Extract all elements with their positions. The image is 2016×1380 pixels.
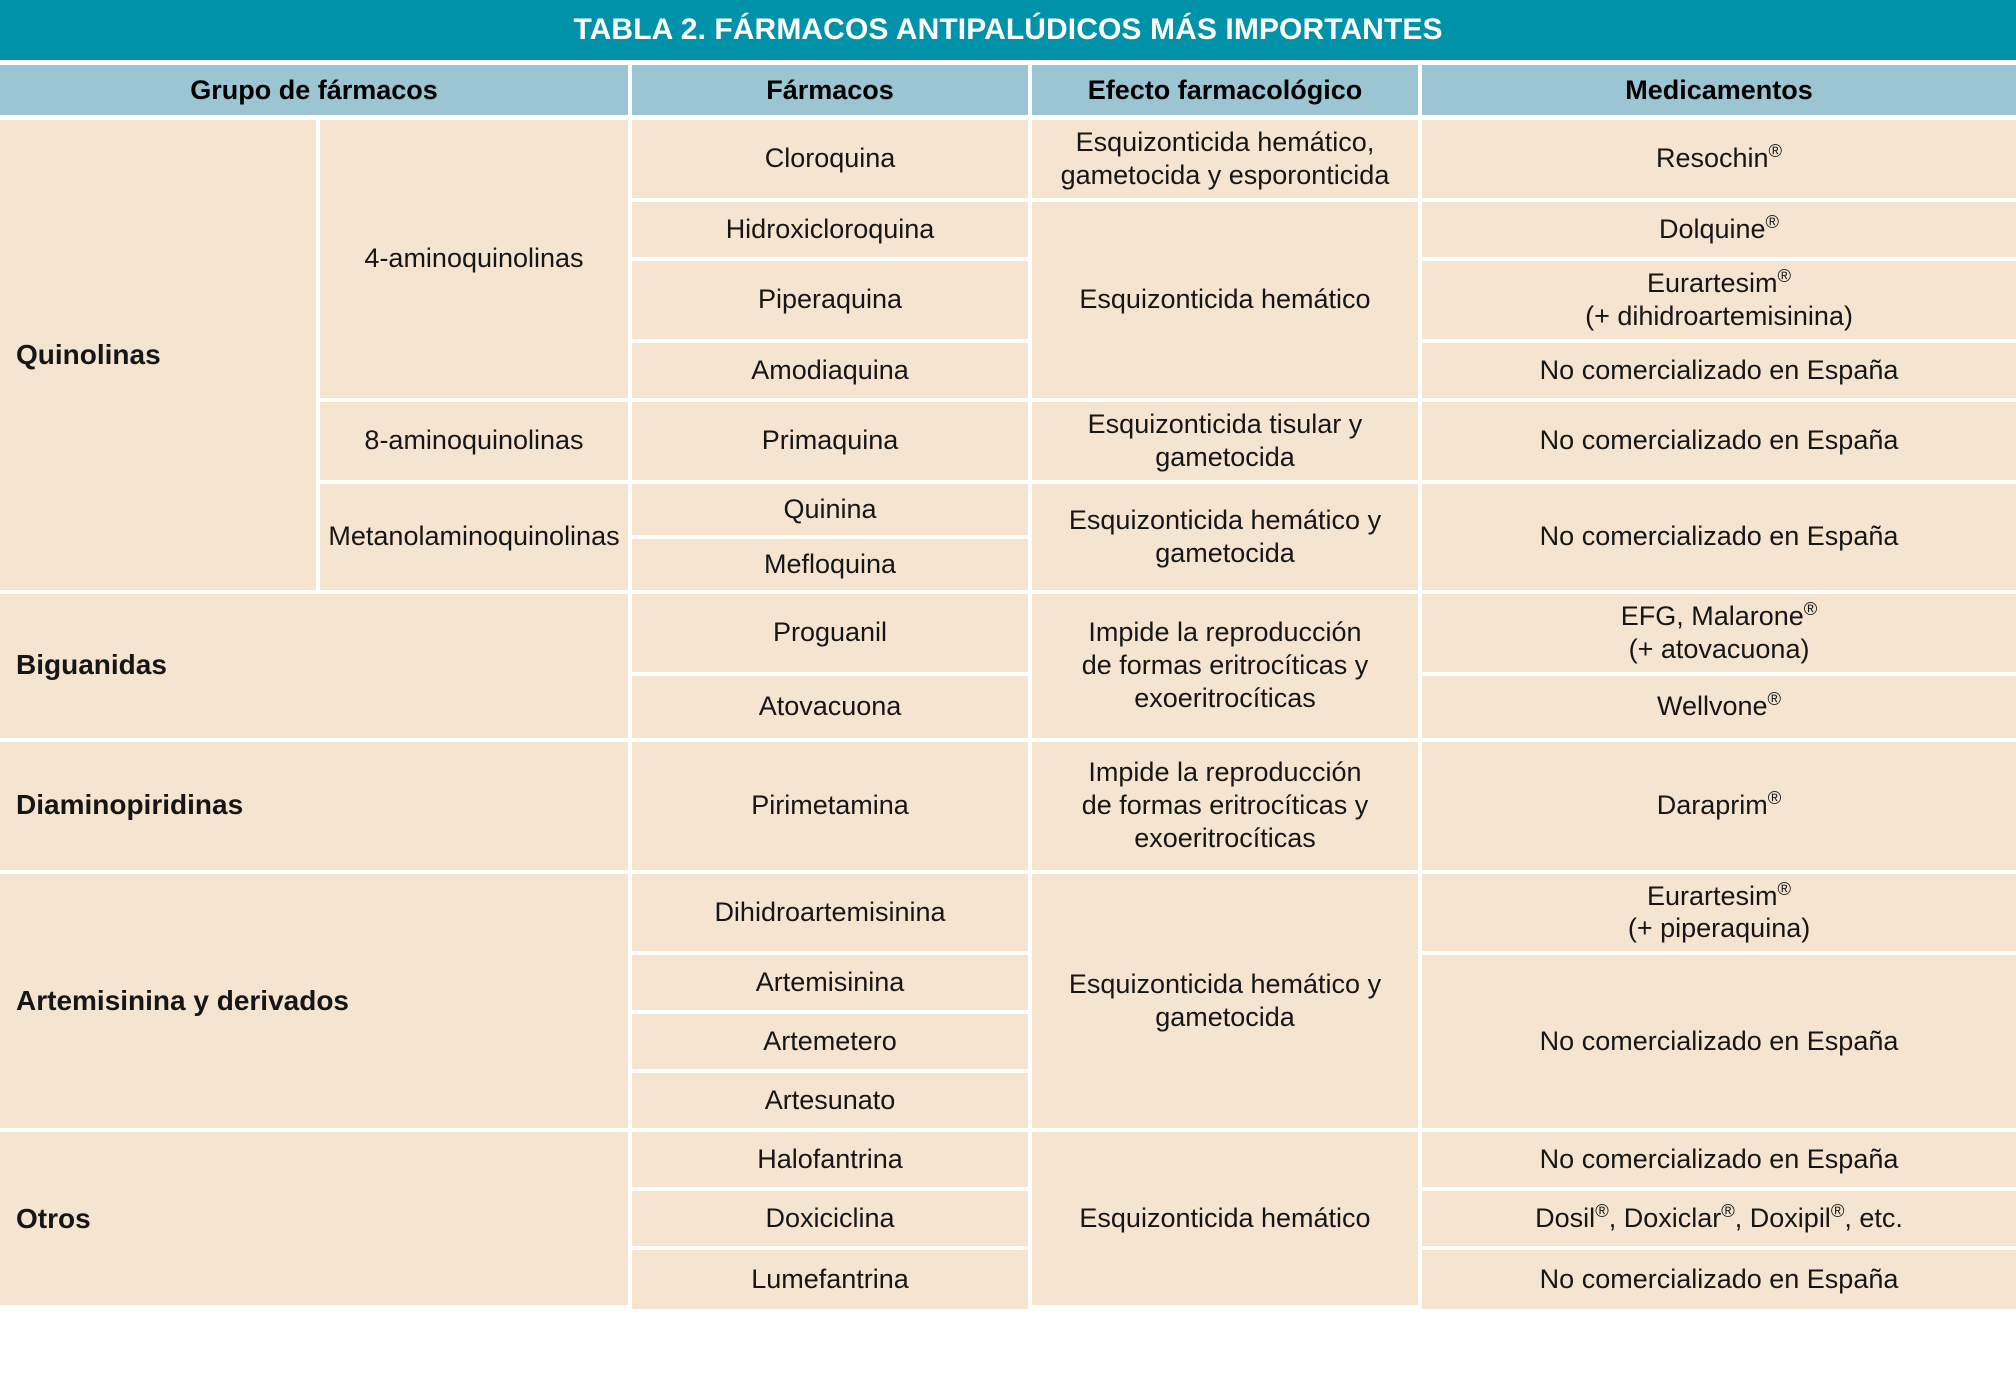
column-header-drugs: Fármacos bbox=[632, 65, 1032, 120]
registered-trademark-icon: ® bbox=[1767, 688, 1782, 710]
medicine-cell-dolquine bbox=[1422, 202, 2016, 261]
drug-cell-mefloquina: Mefloquina bbox=[632, 539, 1032, 594]
registered-trademark-icon: ® bbox=[1777, 264, 1792, 286]
medicine-cell-wellvone bbox=[1422, 676, 2016, 742]
effect-line-2: de formas eritrocíticas y bbox=[1081, 790, 1369, 821]
medicine-cell-eurartesim-dihidroartemisinina bbox=[1422, 261, 2016, 343]
column-header-group: Grupo de fármacos bbox=[0, 65, 632, 120]
effect-line-1: Impide la reproducción bbox=[1088, 617, 1362, 648]
group-cell-otros: Otros bbox=[0, 1132, 632, 1309]
group-cell-diaminopiridinas: Diaminopiridinas bbox=[0, 742, 632, 874]
medicine-name-doxiclar: , Doxiclar bbox=[1608, 1203, 1722, 1234]
registered-trademark-icon: ® bbox=[1765, 210, 1780, 232]
drug-cell-artemisinina: Artemisinina bbox=[632, 955, 1032, 1014]
drug-cell-hidroxicloroquina: Hidroxicloroquina bbox=[632, 202, 1032, 261]
effect-line-2: gametocida bbox=[1155, 1001, 1295, 1032]
medicine-cell-no-comercializado-5: No comercializado en España bbox=[1422, 1132, 2016, 1191]
drug-cell-artesunato: Artesunato bbox=[632, 1073, 1032, 1132]
medicine-name: Eurartesim bbox=[1647, 880, 1778, 911]
drug-cell-halofantrina: Halofantrina bbox=[632, 1132, 1032, 1191]
registered-trademark-icon: ® bbox=[1803, 597, 1818, 619]
effect-line-3: exoeritrocíticas bbox=[1134, 683, 1316, 714]
drug-cell-artemetero: Artemetero bbox=[632, 1014, 1032, 1073]
effect-line-2: gametocida y esporonticida bbox=[1060, 159, 1390, 190]
effect-cell-hematico: Esquizonticida hemático bbox=[1032, 202, 1422, 402]
medicine-cell-no-comercializado-6: No comercializado en España bbox=[1422, 1250, 2016, 1309]
medicine-cell-no-comercializado-4: No comercializado en España bbox=[1422, 955, 2016, 1132]
effect-cell-impide-reproduccion-1 bbox=[1032, 594, 1422, 742]
effect-cell-hematico-2: Esquizonticida hemático bbox=[1032, 1132, 1422, 1309]
table-title-row bbox=[0, 0, 2016, 65]
effect-cell-hematico-gametocida-2 bbox=[1032, 874, 1422, 1133]
registered-trademark-icon: ® bbox=[1777, 877, 1792, 899]
drug-cell-doxiciclina: Doxiciclina bbox=[632, 1191, 1032, 1250]
medicine-combination: (+ atovacuona) bbox=[1628, 633, 1810, 664]
medicine-cell-daraprim bbox=[1422, 742, 2016, 874]
medicine-cell-no-comercializado-3: No comercializado en España bbox=[1422, 484, 2016, 594]
effect-line-1: Esquizonticida tisular y bbox=[1087, 408, 1363, 439]
subgroup-cell-8-aminoquinolinas: 8-aminoquinolinas bbox=[320, 402, 632, 484]
effect-line-1: Esquizonticida hemático y bbox=[1068, 504, 1382, 535]
effect-cell-tisular-gametocida bbox=[1032, 402, 1422, 484]
table-title: TABLA 2. FÁRMACOS ANTIPALÚDICOS MÁS IMPORTANTES bbox=[0, 0, 2016, 65]
effect-line-1: Esquizonticida hemático, bbox=[1075, 127, 1375, 157]
medicine-cell-resochin bbox=[1422, 120, 2016, 202]
group-cell-quinolinas: Quinolinas bbox=[0, 120, 320, 594]
medicine-name: Eurartesim bbox=[1647, 267, 1778, 298]
effect-cell-hematico-gametocida-esporonticida bbox=[1032, 120, 1422, 202]
medicine-name: Daraprim bbox=[1656, 790, 1768, 821]
drug-cell-piperaquina: Piperaquina bbox=[632, 261, 1032, 343]
column-header-row bbox=[0, 65, 2016, 120]
drug-cell-amodiaquina: Amodiaquina bbox=[632, 343, 1032, 402]
drug-cell-proguanil: Proguanil bbox=[632, 594, 1032, 676]
table-row bbox=[0, 874, 2016, 956]
medicine-cell-no-comercializado-2: No comercializado en España bbox=[1422, 402, 2016, 484]
medicine-name-etc: , etc. bbox=[1844, 1203, 1903, 1234]
effect-line-2: de formas eritrocíticas y bbox=[1081, 650, 1369, 681]
registered-trademark-icon: ® bbox=[1721, 1200, 1735, 1222]
drug-cell-primaquina: Primaquina bbox=[632, 402, 1032, 484]
medicine-name-doxipil: , Doxipil bbox=[1734, 1203, 1831, 1234]
group-cell-biguanidas: Biguanidas bbox=[0, 594, 632, 742]
medicine-combination: (+ dihidroartemisinina) bbox=[1585, 300, 1853, 331]
column-header-medicines: Medicamentos bbox=[1422, 65, 2016, 120]
medicine-cell-dosil-doxiclar-doxipil bbox=[1422, 1191, 2016, 1250]
effect-line-3: exoeritrocíticas bbox=[1134, 822, 1316, 853]
subgroup-cell-4-aminoquinolinas: 4-aminoquinolinas bbox=[320, 120, 632, 402]
effect-cell-impide-reproduccion-2 bbox=[1032, 742, 1422, 874]
medicine-combination: (+ piperaquina) bbox=[1627, 913, 1811, 944]
medicine-name-dosil: Dosil bbox=[1535, 1203, 1596, 1234]
registered-trademark-icon: ® bbox=[1595, 1200, 1609, 1222]
medicine-name: Dolquine bbox=[1658, 213, 1766, 244]
registered-trademark-icon: ® bbox=[1768, 140, 1783, 162]
table-row bbox=[0, 120, 2016, 202]
medicine-cell-eurartesim-piperaquina bbox=[1422, 874, 2016, 956]
registered-trademark-icon: ® bbox=[1767, 787, 1782, 809]
table-row bbox=[0, 594, 2016, 676]
effect-line-1: Impide la reproducción bbox=[1088, 757, 1362, 788]
effect-line-2: gametocida bbox=[1155, 537, 1295, 568]
table-row bbox=[0, 1132, 2016, 1191]
effect-line-2: gametocida bbox=[1155, 441, 1295, 472]
medicine-cell-efg-malarone bbox=[1422, 594, 2016, 676]
medicine-name: Resochin bbox=[1655, 143, 1769, 174]
drug-cell-atovacuona: Atovacuona bbox=[632, 676, 1032, 742]
drug-cell-cloroquina: Cloroquina bbox=[632, 120, 1032, 202]
registered-trademark-icon: ® bbox=[1830, 1200, 1845, 1222]
medicine-name: Wellvone bbox=[1656, 691, 1768, 722]
medicine-cell-no-comercializado-1: No comercializado en España bbox=[1422, 343, 2016, 402]
medicine-name: EFG, Malarone bbox=[1620, 600, 1804, 631]
effect-cell-hematico-gametocida-1 bbox=[1032, 484, 1422, 594]
table-row bbox=[0, 742, 2016, 874]
drug-cell-pirimetamina: Pirimetamina bbox=[632, 742, 1032, 874]
drug-cell-quinina: Quinina bbox=[632, 484, 1032, 539]
group-cell-artemisinina: Artemisinina y derivados bbox=[0, 874, 632, 1133]
drug-cell-lumefantrina: Lumefantrina bbox=[632, 1250, 1032, 1309]
subgroup-cell-metanolaminoquinolinas: Metanolaminoquinolinas bbox=[320, 484, 632, 594]
effect-line-1: Esquizonticida hemático y bbox=[1068, 969, 1382, 999]
drug-cell-dihidroartemisinina: Dihidroartemisinina bbox=[632, 874, 1032, 956]
column-header-effect: Efecto farmacológico bbox=[1032, 65, 1422, 120]
